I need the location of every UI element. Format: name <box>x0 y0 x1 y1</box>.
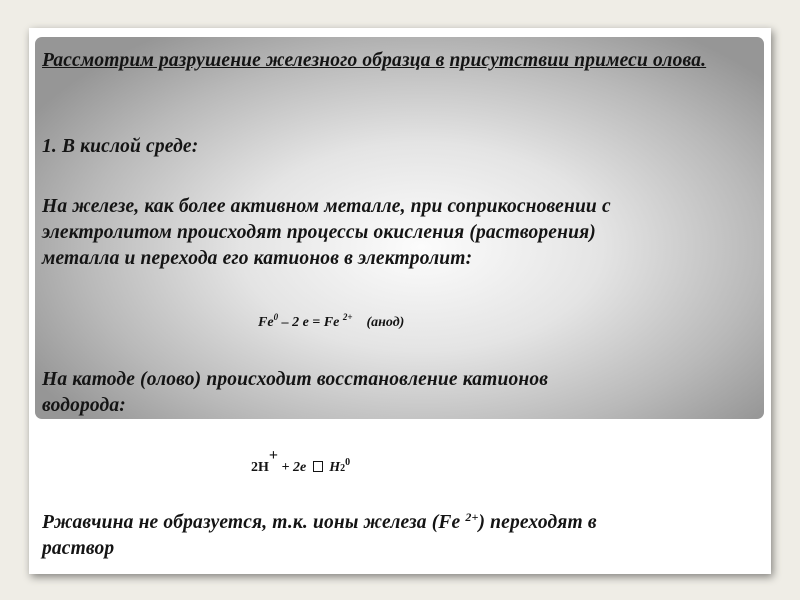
conclusion-line-1 <box>42 504 597 536</box>
cathode-middle: + 2e <box>278 460 310 475</box>
paragraph-cathode-line-2: водорода: <box>42 395 126 416</box>
heading-part-4: присутствии примеси олова. <box>449 50 707 71</box>
paragraph-cathode-line-1: На катоде (олово) происходит восстановление катионов <box>42 369 549 390</box>
conclusion-line-2: раствор <box>42 538 115 559</box>
anode-fe: Fe <box>258 315 274 330</box>
heading-part-2: в <box>435 50 445 71</box>
cathode-h2: H <box>329 460 341 475</box>
cathode-equation <box>251 447 351 476</box>
paragraph-anode-line-2: электролитом происходят процессы окисления (растворения) <box>42 222 596 243</box>
cathode-h: 2H <box>251 460 269 475</box>
section-title: 1. В кислой среде: <box>42 136 199 157</box>
anode-equation <box>258 312 404 331</box>
slide-heading <box>42 48 762 74</box>
cathode-plus: + <box>268 447 279 464</box>
cathode-arrow-icon <box>313 461 323 472</box>
anode-fe-charge: 0 <box>273 312 279 322</box>
conclusion-line-1-a: Ржавчина не образуется, т.к. ионы железа (Fe <box>42 512 466 533</box>
paragraph-anode-line-3: металла и перехода его катионов в электролит: <box>42 248 473 269</box>
conclusion-line-1-b: ) переходят в <box>478 512 597 533</box>
conclusion-charge: 2+ <box>465 510 479 524</box>
anode-ion-charge: 2+ <box>342 312 353 322</box>
paragraph-cathode <box>42 367 548 419</box>
paragraph-anode-line-1: На железе, как более активном металле, при соприкосновении с <box>42 196 611 217</box>
cathode-h2-charge: 0 <box>345 457 351 468</box>
anode-label: (анод) <box>366 315 405 330</box>
heading-part-1: Рассмотрим разрушение железного образца <box>42 50 436 71</box>
anode-middle: – 2 е = Fe <box>278 315 343 330</box>
cathode-h2-subscript: 2 <box>340 463 346 474</box>
paragraph-anode <box>42 194 611 272</box>
conclusion <box>42 504 597 562</box>
